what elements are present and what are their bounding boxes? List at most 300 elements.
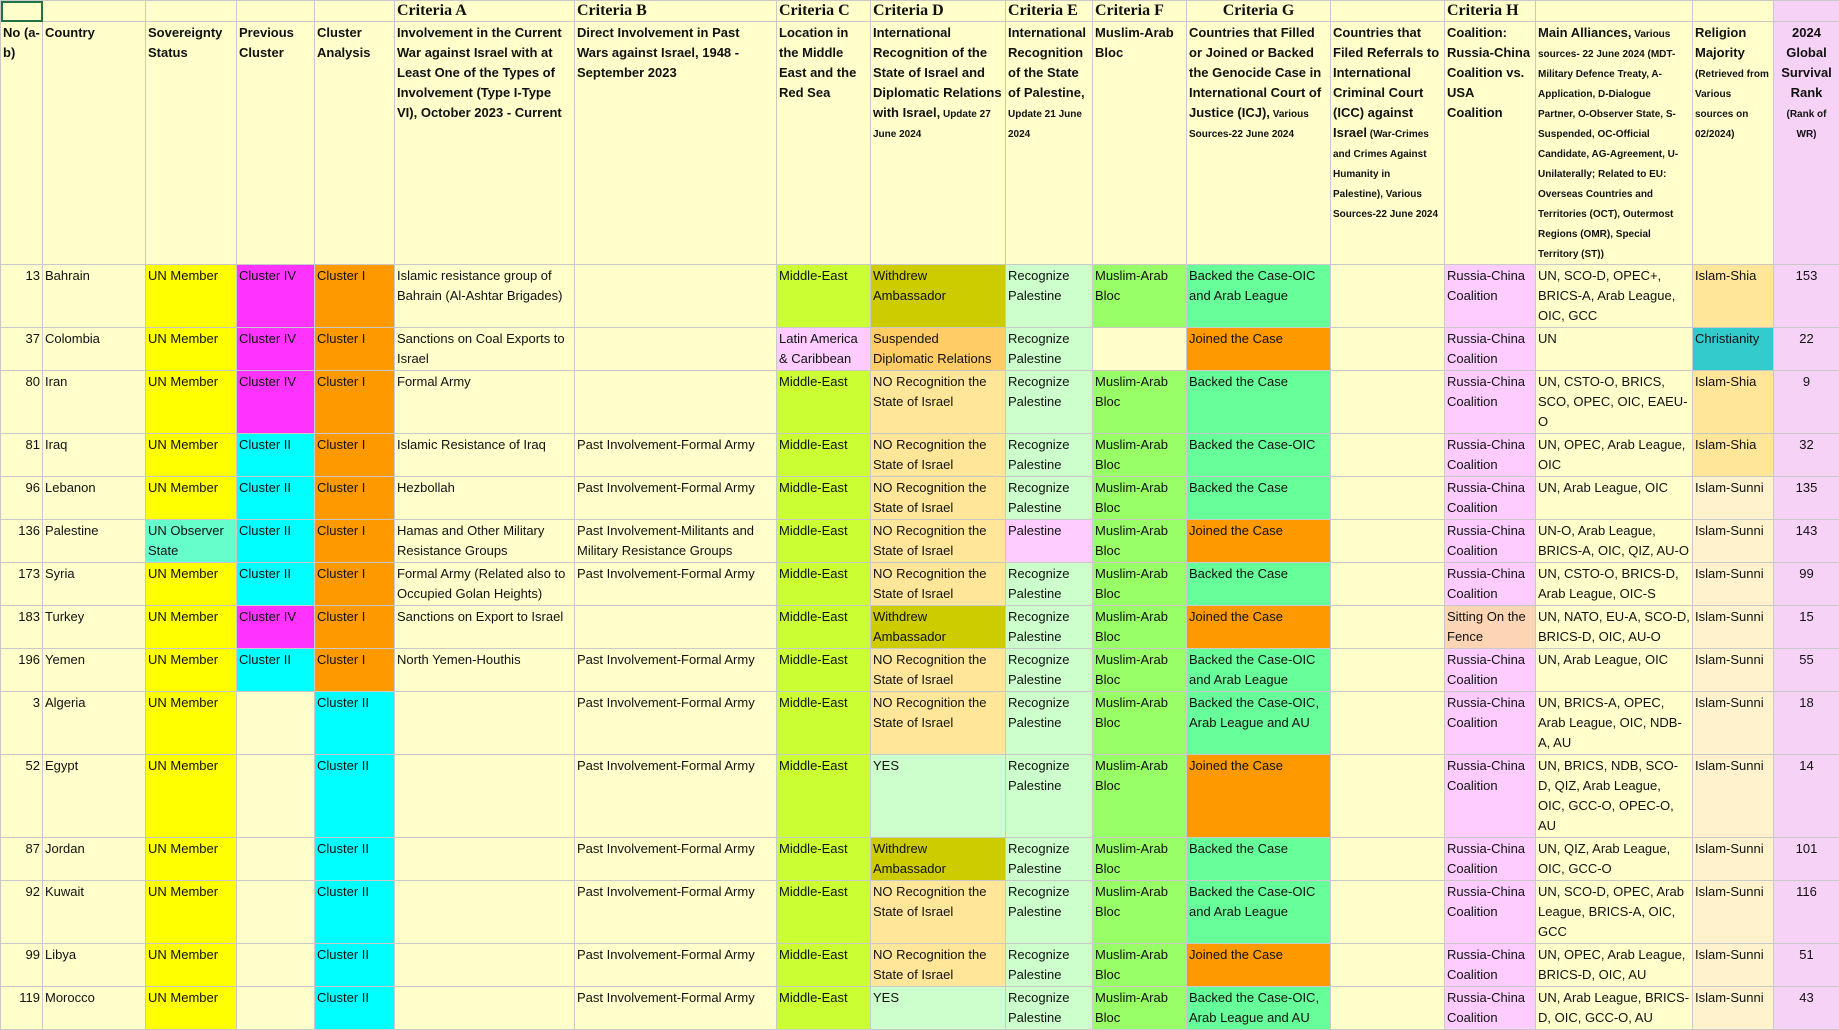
- header-title: Coalition: Russia-China Coalition vs. USA Coalition: [1447, 25, 1530, 120]
- sovereignty-cell[interactable]: UN Member: [146, 371, 237, 434]
- icc-referral-cell[interactable]: [1331, 838, 1445, 881]
- country-cell[interactable]: Colombia: [43, 328, 146, 371]
- icc-referral-cell[interactable]: [1331, 563, 1445, 606]
- criteria-b-cell[interactable]: [575, 371, 777, 434]
- country-cell[interactable]: Morocco: [43, 987, 146, 1030]
- previous-cluster-cell[interactable]: [237, 881, 315, 944]
- row-number[interactable]: 119: [1, 987, 43, 1030]
- icc-referral-cell[interactable]: [1331, 649, 1445, 692]
- criteria-c-cell[interactable]: Middle-East: [777, 987, 871, 1030]
- criteria-f-cell[interactable]: Muslim-Arab Bloc: [1093, 477, 1187, 520]
- criteria-f-cell[interactable]: Muslim-Arab Bloc: [1093, 265, 1187, 328]
- criteria-c-cell[interactable]: Middle-East: [777, 563, 871, 606]
- criteria-e-cell[interactable]: Recognize Palestine: [1006, 692, 1093, 755]
- criteria-c-cell[interactable]: Middle-East: [777, 838, 871, 881]
- criteria-e-cell[interactable]: Palestine: [1006, 520, 1093, 563]
- previous-cluster-cell[interactable]: Cluster IV: [237, 328, 315, 371]
- criteria-c-cell[interactable]: Middle-East: [777, 755, 871, 838]
- criteria-e-cell[interactable]: Recognize Palestine: [1006, 606, 1093, 649]
- criteria-cell-crit-e[interactable]: [1006, 1, 1093, 22]
- country-cell[interactable]: Bahrain: [43, 265, 146, 328]
- religion-cell[interactable]: Islam-Sunni: [1693, 606, 1774, 649]
- criteria-cell-country[interactable]: [43, 1, 146, 22]
- alliances-cell[interactable]: UN, BRICS-A, OPEC, Arab League, OIC, NDB-A, AU: [1536, 692, 1693, 755]
- alliances-cell[interactable]: UN, Arab League, OIC: [1536, 649, 1693, 692]
- criteria-cell-prev[interactable]: [237, 1, 315, 22]
- criteria-d-cell[interactable]: Suspended Diplomatic Relations: [871, 328, 1006, 371]
- criteria-f-cell[interactable]: Muslim-Arab Bloc: [1093, 563, 1187, 606]
- previous-cluster-cell[interactable]: Cluster II: [237, 649, 315, 692]
- criteria-cell-crit-c[interactable]: [777, 1, 871, 22]
- criteria-d-cell[interactable]: YES: [871, 755, 1006, 838]
- sovereignty-cell[interactable]: UN Member: [146, 881, 237, 944]
- alliances-cell[interactable]: UN, NATO, EU-A, SCO-D, BRICS-D, OIC, AU-O: [1536, 606, 1693, 649]
- cluster-analysis-cell[interactable]: Cluster II: [315, 881, 395, 944]
- criteria-c-cell[interactable]: Middle-East: [777, 371, 871, 434]
- criteria-f-cell[interactable]: Muslim-Arab Bloc: [1093, 606, 1187, 649]
- coalition-cell[interactable]: Russia-China Coalition: [1445, 692, 1536, 755]
- criteria-e-cell[interactable]: Recognize Palestine: [1006, 434, 1093, 477]
- cluster-analysis-cell[interactable]: Cluster I: [315, 328, 395, 371]
- criteria-a-cell[interactable]: Islamic resistance group of Bahrain (Al-Ashtar Brigades): [395, 265, 575, 328]
- criteria-a-cell[interactable]: Islamic Resistance of Iraq: [395, 434, 575, 477]
- criteria-a-cell[interactable]: [395, 881, 575, 944]
- criteria-d-cell[interactable]: Withdrew Ambassador: [871, 838, 1006, 881]
- country-cell[interactable]: Syria: [43, 563, 146, 606]
- criteria-cell-crit-b[interactable]: [575, 1, 777, 22]
- criteria-cell-rank[interactable]: [1774, 1, 1839, 22]
- religion-cell[interactable]: Islam-Shia: [1693, 265, 1774, 328]
- criteria-b-cell[interactable]: [575, 328, 777, 371]
- cluster-analysis-cell[interactable]: Cluster II: [315, 838, 395, 881]
- coalition-cell[interactable]: Russia-China Coalition: [1445, 371, 1536, 434]
- criteria-g-cell[interactable]: Backed the Case-OIC, Arab League and AU: [1187, 987, 1331, 1030]
- criteria-cell-crit-h[interactable]: [1445, 1, 1536, 22]
- criteria-cell-crit-g-icc[interactable]: [1331, 1, 1445, 22]
- religion-cell[interactable]: Islam-Shia: [1693, 434, 1774, 477]
- coalition-cell[interactable]: Russia-China Coalition: [1445, 563, 1536, 606]
- header-note: Various sources- 22 June 2024 (MDT-Military Defence Treaty, A-Application, D-Dialogue Partner, O-Observer State, S-Suspended, OC-Official Candidate, AG-Agreement, U-Unilaterally; Related to EU: Overseas Countries and Territories (OCT), Outermost Regions (OMR), Special Territory (ST)): [1538, 29, 1678, 260]
- header-cell-crit-a[interactable]: [395, 22, 575, 265]
- criteria-d-cell[interactable]: NO Recognition the State of Israel: [871, 520, 1006, 563]
- survival-rank-cell[interactable]: 99: [1774, 563, 1839, 606]
- coalition-cell[interactable]: Sitting On the Fence: [1445, 606, 1536, 649]
- religion-cell[interactable]: Islam-Shia: [1693, 371, 1774, 434]
- cluster-analysis-cell[interactable]: Cluster I: [315, 371, 395, 434]
- icc-referral-cell[interactable]: [1331, 371, 1445, 434]
- criteria-g-cell[interactable]: Joined the Case: [1187, 328, 1331, 371]
- alliances-cell[interactable]: UN, SCO-D, OPEC, Arab League, BRICS-A, OIC, GCC: [1536, 881, 1693, 944]
- criteria-cell-crit-g[interactable]: [1187, 1, 1331, 22]
- sovereignty-cell[interactable]: UN Member: [146, 987, 237, 1030]
- criteria-b-cell[interactable]: [575, 606, 777, 649]
- criteria-f-cell[interactable]: Muslim-Arab Bloc: [1093, 649, 1187, 692]
- criteria-d-cell[interactable]: NO Recognition the State of Israel: [871, 477, 1006, 520]
- row-number[interactable]: 183: [1, 606, 43, 649]
- row-number[interactable]: 80: [1, 371, 43, 434]
- survival-rank-cell[interactable]: 9: [1774, 371, 1839, 434]
- sovereignty-cell[interactable]: UN Member: [146, 692, 237, 755]
- alliances-cell[interactable]: UN, SCO-D, OPEC+, BRICS-A, Arab League, OIC, GCC: [1536, 265, 1693, 328]
- row-number[interactable]: 81: [1, 434, 43, 477]
- criteria-f-cell[interactable]: Muslim-Arab Bloc: [1093, 371, 1187, 434]
- religion-cell[interactable]: Islam-Sunni: [1693, 692, 1774, 755]
- sovereignty-cell[interactable]: UN Member: [146, 838, 237, 881]
- row-number[interactable]: 173: [1, 563, 43, 606]
- criteria-g-cell[interactable]: Backed the Case-OIC and Arab League: [1187, 649, 1331, 692]
- country-cell[interactable]: Kuwait: [43, 881, 146, 944]
- sovereignty-cell[interactable]: UN Member: [146, 477, 237, 520]
- criteria-b-cell[interactable]: Past Involvement-Formal Army: [575, 434, 777, 477]
- coalition-cell[interactable]: Russia-China Coalition: [1445, 265, 1536, 328]
- icc-referral-cell[interactable]: [1331, 434, 1445, 477]
- criteria-cell-religion[interactable]: [1693, 1, 1774, 22]
- criteria-d-cell[interactable]: YES: [871, 987, 1006, 1030]
- criteria-d-cell[interactable]: NO Recognition the State of Israel: [871, 434, 1006, 477]
- criteria-b-cell[interactable]: Past Involvement-Formal Army: [575, 881, 777, 944]
- cluster-analysis-cell[interactable]: Cluster I: [315, 520, 395, 563]
- criteria-a-cell[interactable]: North Yemen-Houthis: [395, 649, 575, 692]
- previous-cluster-cell[interactable]: [237, 944, 315, 987]
- cluster-analysis-cell[interactable]: Cluster I: [315, 606, 395, 649]
- religion-cell[interactable]: Islam-Sunni: [1693, 838, 1774, 881]
- alliances-cell[interactable]: UN, OPEC, Arab League, BRICS-D, OIC, AU: [1536, 944, 1693, 987]
- criteria-g-cell[interactable]: Joined the Case: [1187, 944, 1331, 987]
- criteria-c-cell[interactable]: Middle-East: [777, 265, 871, 328]
- criteria-d-cell[interactable]: Withdrew Ambassador: [871, 265, 1006, 328]
- icc-referral-cell[interactable]: [1331, 328, 1445, 371]
- criteria-label: Criteria C: [779, 2, 850, 19]
- icc-referral-cell[interactable]: [1331, 477, 1445, 520]
- criteria-d-cell[interactable]: NO Recognition the State of Israel: [871, 944, 1006, 987]
- previous-cluster-cell[interactable]: [237, 987, 315, 1030]
- header-cell-crit-b[interactable]: [575, 22, 777, 265]
- previous-cluster-cell[interactable]: Cluster II: [237, 477, 315, 520]
- previous-cluster-cell[interactable]: [237, 692, 315, 755]
- criteria-c-cell[interactable]: Middle-East: [777, 477, 871, 520]
- row-number[interactable]: 87: [1, 838, 43, 881]
- criteria-a-cell[interactable]: Sanctions on Export to Israel: [395, 606, 575, 649]
- header-title: Cluster Analysis: [317, 25, 370, 60]
- criteria-b-cell[interactable]: Past Involvement-Formal Army: [575, 987, 777, 1030]
- alliances-cell[interactable]: UN, OPEC, Arab League, OIC: [1536, 434, 1693, 477]
- survival-rank-cell[interactable]: 135: [1774, 477, 1839, 520]
- row-number[interactable]: 52: [1, 755, 43, 838]
- criteria-g-cell[interactable]: Backed the Case: [1187, 563, 1331, 606]
- previous-cluster-cell[interactable]: Cluster IV: [237, 265, 315, 328]
- criteria-g-cell[interactable]: Backed the Case-OIC: [1187, 434, 1331, 477]
- coalition-cell[interactable]: Russia-China Coalition: [1445, 987, 1536, 1030]
- icc-referral-cell[interactable]: [1331, 881, 1445, 944]
- alliances-cell[interactable]: UN: [1536, 328, 1693, 371]
- header-cell-religion[interactable]: [1693, 22, 1774, 265]
- country-cell[interactable]: Algeria: [43, 692, 146, 755]
- coalition-cell[interactable]: Russia-China Coalition: [1445, 434, 1536, 477]
- survival-rank-cell[interactable]: 51: [1774, 944, 1839, 987]
- coalition-cell[interactable]: Russia-China Coalition: [1445, 755, 1536, 838]
- criteria-a-cell[interactable]: Hamas and Other Military Resistance Groups: [395, 520, 575, 563]
- criteria-c-cell[interactable]: Middle-East: [777, 944, 871, 987]
- icc-referral-cell[interactable]: [1331, 520, 1445, 563]
- alliances-cell[interactable]: UN, BRICS, NDB, SCO-D, QIZ, Arab League, OIC, GCC-O, OPEC-O, AU: [1536, 755, 1693, 838]
- criteria-e-cell[interactable]: Recognize Palestine: [1006, 328, 1093, 371]
- country-cell[interactable]: Egypt: [43, 755, 146, 838]
- header-cell-prev[interactable]: [237, 22, 315, 265]
- survival-rank-cell[interactable]: 153: [1774, 265, 1839, 328]
- survival-rank-cell[interactable]: 18: [1774, 692, 1839, 755]
- religion-cell[interactable]: Islam-Sunni: [1693, 987, 1774, 1030]
- criteria-c-cell[interactable]: Middle-East: [777, 881, 871, 944]
- criteria-cell-no[interactable]: [1, 1, 43, 22]
- coalition-cell[interactable]: Russia-China Coalition: [1445, 520, 1536, 563]
- survival-rank-cell[interactable]: 143: [1774, 520, 1839, 563]
- cluster-analysis-cell[interactable]: Cluster II: [315, 692, 395, 755]
- sovereignty-cell[interactable]: UN Member: [146, 606, 237, 649]
- criteria-g-cell[interactable]: Backed the Case: [1187, 371, 1331, 434]
- icc-referral-cell[interactable]: [1331, 606, 1445, 649]
- cluster-analysis-cell[interactable]: Cluster II: [315, 755, 395, 838]
- criteria-cell-crit-d[interactable]: [871, 1, 1006, 22]
- criteria-d-cell[interactable]: NO Recognition the State of Israel: [871, 371, 1006, 434]
- criteria-d-cell[interactable]: NO Recognition the State of Israel: [871, 692, 1006, 755]
- survival-rank-cell[interactable]: 101: [1774, 838, 1839, 881]
- criteria-b-cell[interactable]: Past Involvement-Formal Army: [575, 563, 777, 606]
- header-cell-crit-d[interactable]: [871, 22, 1006, 265]
- cluster-analysis-cell[interactable]: Cluster I: [315, 477, 395, 520]
- alliances-cell[interactable]: UN-O, Arab League, BRICS-A, OIC, QIZ, AU-O: [1536, 520, 1693, 563]
- survival-rank-cell[interactable]: 43: [1774, 987, 1839, 1030]
- criteria-b-cell[interactable]: Past Involvement-Formal Army: [575, 944, 777, 987]
- row-number[interactable]: 13: [1, 265, 43, 328]
- header-cell-crit-h[interactable]: [1445, 22, 1536, 265]
- criteria-a-cell[interactable]: Formal Army: [395, 371, 575, 434]
- criteria-g-cell[interactable]: Backed the Case-OIC and Arab League: [1187, 265, 1331, 328]
- icc-referral-cell[interactable]: [1331, 944, 1445, 987]
- previous-cluster-cell[interactable]: Cluster IV: [237, 371, 315, 434]
- criteria-c-cell[interactable]: Middle-East: [777, 434, 871, 477]
- religion-cell[interactable]: Islam-Sunni: [1693, 563, 1774, 606]
- header-title: 2024 Global Survival Rank: [1781, 25, 1832, 100]
- icc-referral-cell[interactable]: [1331, 692, 1445, 755]
- criteria-cell-alliances[interactable]: [1536, 1, 1693, 22]
- table-row: [1, 265, 1839, 328]
- row-number[interactable]: 37: [1, 328, 43, 371]
- criteria-f-cell[interactable]: Muslim-Arab Bloc: [1093, 692, 1187, 755]
- cluster-analysis-cell[interactable]: Cluster I: [315, 649, 395, 692]
- header-cell-crit-e[interactable]: [1006, 22, 1093, 265]
- header-cell-no[interactable]: [1, 22, 43, 265]
- sovereignty-cell[interactable]: UN Member: [146, 755, 237, 838]
- icc-referral-cell[interactable]: [1331, 755, 1445, 838]
- header-cell-cluster[interactable]: [315, 22, 395, 265]
- criteria-b-cell[interactable]: Past Involvement-Militants and Military Resistance Groups: [575, 520, 777, 563]
- criteria-e-cell[interactable]: Recognize Palestine: [1006, 987, 1093, 1030]
- country-cell[interactable]: Iraq: [43, 434, 146, 477]
- survival-rank-cell[interactable]: 32: [1774, 434, 1839, 477]
- row-number[interactable]: 96: [1, 477, 43, 520]
- criteria-e-cell[interactable]: Recognize Palestine: [1006, 265, 1093, 328]
- sovereignty-cell[interactable]: UN Member: [146, 563, 237, 606]
- header-note: Update 27 June 2024: [873, 109, 991, 140]
- coalition-cell[interactable]: Russia-China Coalition: [1445, 838, 1536, 881]
- header-cell-crit-g-icc[interactable]: [1331, 22, 1445, 265]
- table-row: [1, 520, 1839, 563]
- criteria-a-cell[interactable]: [395, 987, 575, 1030]
- criteria-e-cell[interactable]: Recognize Palestine: [1006, 838, 1093, 881]
- previous-cluster-cell[interactable]: Cluster IV: [237, 606, 315, 649]
- country-cell[interactable]: Palestine: [43, 520, 146, 563]
- criteria-c-cell[interactable]: Middle-East: [777, 649, 871, 692]
- row-number[interactable]: 136: [1, 520, 43, 563]
- criteria-e-cell[interactable]: Recognize Palestine: [1006, 881, 1093, 944]
- row-number[interactable]: 3: [1, 692, 43, 755]
- survival-rank-cell[interactable]: 15: [1774, 606, 1839, 649]
- criteria-e-cell[interactable]: Recognize Palestine: [1006, 755, 1093, 838]
- icc-referral-cell[interactable]: [1331, 265, 1445, 328]
- criteria-d-cell[interactable]: NO Recognition the State of Israel: [871, 649, 1006, 692]
- coalition-cell[interactable]: Russia-China Coalition: [1445, 477, 1536, 520]
- criteria-f-cell[interactable]: Muslim-Arab Bloc: [1093, 434, 1187, 477]
- sovereignty-cell[interactable]: UN Member: [146, 434, 237, 477]
- religion-cell[interactable]: Islam-Sunni: [1693, 649, 1774, 692]
- criteria-f-cell[interactable]: Muslim-Arab Bloc: [1093, 987, 1187, 1030]
- criteria-cell-crit-a[interactable]: [395, 1, 575, 22]
- criteria-g-cell[interactable]: Joined the Case: [1187, 520, 1331, 563]
- criteria-b-cell[interactable]: Past Involvement-Formal Army: [575, 755, 777, 838]
- criteria-a-cell[interactable]: [395, 755, 575, 838]
- criteria-cell-status[interactable]: [146, 1, 237, 22]
- survival-rank-cell[interactable]: 22: [1774, 328, 1839, 371]
- row-number[interactable]: 92: [1, 881, 43, 944]
- religion-cell[interactable]: Islam-Sunni: [1693, 477, 1774, 520]
- header-cell-rank[interactable]: [1774, 22, 1839, 265]
- criteria-c-cell[interactable]: Middle-East: [777, 520, 871, 563]
- religion-cell[interactable]: Islam-Sunni: [1693, 520, 1774, 563]
- criteria-a-cell[interactable]: Formal Army (Related also to Occupied Golan Heights): [395, 563, 575, 606]
- alliances-cell[interactable]: UN, CSTO-O, BRICS, SCO, OPEC, OIC, EAEU-O: [1536, 371, 1693, 434]
- header-cell-crit-g[interactable]: [1187, 22, 1331, 265]
- row-number[interactable]: 99: [1, 944, 43, 987]
- criteria-f-cell[interactable]: Muslim-Arab Bloc: [1093, 755, 1187, 838]
- country-cell[interactable]: Iran: [43, 371, 146, 434]
- criteria-b-cell[interactable]: Past Involvement-Formal Army: [575, 649, 777, 692]
- coalition-cell[interactable]: Russia-China Coalition: [1445, 649, 1536, 692]
- header-cell-country[interactable]: [43, 22, 146, 265]
- cluster-analysis-cell[interactable]: Cluster I: [315, 265, 395, 328]
- sovereignty-cell[interactable]: UN Member: [146, 649, 237, 692]
- criteria-g-cell[interactable]: Backed the Case-OIC and Arab League: [1187, 881, 1331, 944]
- sovereignty-cell[interactable]: UN Observer State: [146, 520, 237, 563]
- survival-rank-cell[interactable]: 14: [1774, 755, 1839, 838]
- cluster-analysis-cell[interactable]: Cluster I: [315, 434, 395, 477]
- header-cell-alliances[interactable]: [1536, 22, 1693, 265]
- cluster-analysis-cell[interactable]: Cluster II: [315, 944, 395, 987]
- criteria-b-cell[interactable]: Past Involvement-Formal Army: [575, 477, 777, 520]
- criteria-f-cell[interactable]: Muslim-Arab Bloc: [1093, 520, 1187, 563]
- criteria-g-cell[interactable]: Backed the Case: [1187, 477, 1331, 520]
- criteria-c-cell[interactable]: Middle-East: [777, 692, 871, 755]
- alliances-cell[interactable]: UN, CSTO-O, BRICS-D, Arab League, OIC-S: [1536, 563, 1693, 606]
- religion-cell[interactable]: Christianity: [1693, 328, 1774, 371]
- header-note: (War-Crimes and Crimes Against Humanity in Palestine), Various Sources-22 June 2024: [1333, 129, 1438, 220]
- criteria-b-cell[interactable]: Past Involvement-Formal Army: [575, 838, 777, 881]
- sovereignty-cell[interactable]: UN Member: [146, 265, 237, 328]
- alliances-cell[interactable]: UN, Arab League, OIC: [1536, 477, 1693, 520]
- cluster-analysis-cell[interactable]: Cluster II: [315, 987, 395, 1030]
- criteria-c-cell[interactable]: Middle-East: [777, 606, 871, 649]
- survival-rank-cell[interactable]: 116: [1774, 881, 1839, 944]
- country-cell[interactable]: Turkey: [43, 606, 146, 649]
- survival-rank-cell[interactable]: 55: [1774, 649, 1839, 692]
- religion-cell[interactable]: Islam-Sunni: [1693, 944, 1774, 987]
- sovereignty-cell[interactable]: UN Member: [146, 944, 237, 987]
- criteria-g-cell[interactable]: Backed the Case: [1187, 838, 1331, 881]
- table-row: [1, 477, 1839, 520]
- country-cell[interactable]: Libya: [43, 944, 146, 987]
- previous-cluster-cell[interactable]: [237, 838, 315, 881]
- previous-cluster-cell[interactable]: Cluster II: [237, 563, 315, 606]
- religion-cell[interactable]: Islam-Sunni: [1693, 755, 1774, 838]
- criteria-f-cell[interactable]: Muslim-Arab Bloc: [1093, 944, 1187, 987]
- previous-cluster-cell[interactable]: [237, 755, 315, 838]
- criteria-a-cell[interactable]: [395, 838, 575, 881]
- previous-cluster-cell[interactable]: Cluster II: [237, 520, 315, 563]
- criteria-a-cell[interactable]: Sanctions on Coal Exports to Israel: [395, 328, 575, 371]
- criteria-g-cell[interactable]: Backed the Case-OIC, Arab League and AU: [1187, 692, 1331, 755]
- criteria-c-cell[interactable]: Latin America & Caribbean: [777, 328, 871, 371]
- criteria-f-cell[interactable]: Muslim-Arab Bloc: [1093, 838, 1187, 881]
- criteria-a-cell[interactable]: [395, 944, 575, 987]
- criteria-a-cell[interactable]: [395, 692, 575, 755]
- coalition-cell[interactable]: Russia-China Coalition: [1445, 944, 1536, 987]
- criteria-cell-crit-f[interactable]: [1093, 1, 1187, 22]
- criteria-e-cell[interactable]: Recognize Palestine: [1006, 944, 1093, 987]
- religion-cell[interactable]: Islam-Sunni: [1693, 881, 1774, 944]
- country-cell[interactable]: Lebanon: [43, 477, 146, 520]
- criteria-d-cell[interactable]: NO Recognition the State of Israel: [871, 881, 1006, 944]
- country-cell[interactable]: Yemen: [43, 649, 146, 692]
- criteria-e-cell[interactable]: Recognize Palestine: [1006, 477, 1093, 520]
- country-cell[interactable]: Jordan: [43, 838, 146, 881]
- criteria-a-cell[interactable]: Hezbollah: [395, 477, 575, 520]
- criteria-f-cell[interactable]: [1093, 328, 1187, 371]
- criteria-cell-cluster[interactable]: [315, 1, 395, 22]
- header-title: Main Alliances,: [1538, 25, 1631, 40]
- criteria-g-cell[interactable]: Joined the Case: [1187, 606, 1331, 649]
- criteria-b-cell[interactable]: [575, 265, 777, 328]
- alliances-cell[interactable]: UN, Arab League, BRICS-D, OIC, GCC-O, AU: [1536, 987, 1693, 1030]
- cluster-analysis-cell[interactable]: Cluster I: [315, 563, 395, 606]
- coalition-cell[interactable]: Russia-China Coalition: [1445, 881, 1536, 944]
- header-cell-crit-c[interactable]: [777, 22, 871, 265]
- criteria-f-cell[interactable]: Muslim-Arab Bloc: [1093, 881, 1187, 944]
- criteria-g-cell[interactable]: Joined the Case: [1187, 755, 1331, 838]
- criteria-e-cell[interactable]: Recognize Palestine: [1006, 563, 1093, 606]
- criteria-b-cell[interactable]: Past Involvement-Formal Army: [575, 692, 777, 755]
- criteria-e-cell[interactable]: Recognize Palestine: [1006, 649, 1093, 692]
- sovereignty-cell[interactable]: UN Member: [146, 328, 237, 371]
- row-number[interactable]: 196: [1, 649, 43, 692]
- criteria-d-cell[interactable]: NO Recognition the State of Israel: [871, 563, 1006, 606]
- previous-cluster-cell[interactable]: Cluster II: [237, 434, 315, 477]
- icc-referral-cell[interactable]: [1331, 987, 1445, 1030]
- header-cell-status[interactable]: [146, 22, 237, 265]
- coalition-cell[interactable]: Russia-China Coalition: [1445, 328, 1536, 371]
- criteria-e-cell[interactable]: Recognize Palestine: [1006, 371, 1093, 434]
- criteria-d-cell[interactable]: Withdrew Ambassador: [871, 606, 1006, 649]
- alliances-cell[interactable]: UN, QIZ, Arab League, OIC, GCC-O: [1536, 838, 1693, 881]
- header-cell-crit-f[interactable]: [1093, 22, 1187, 265]
